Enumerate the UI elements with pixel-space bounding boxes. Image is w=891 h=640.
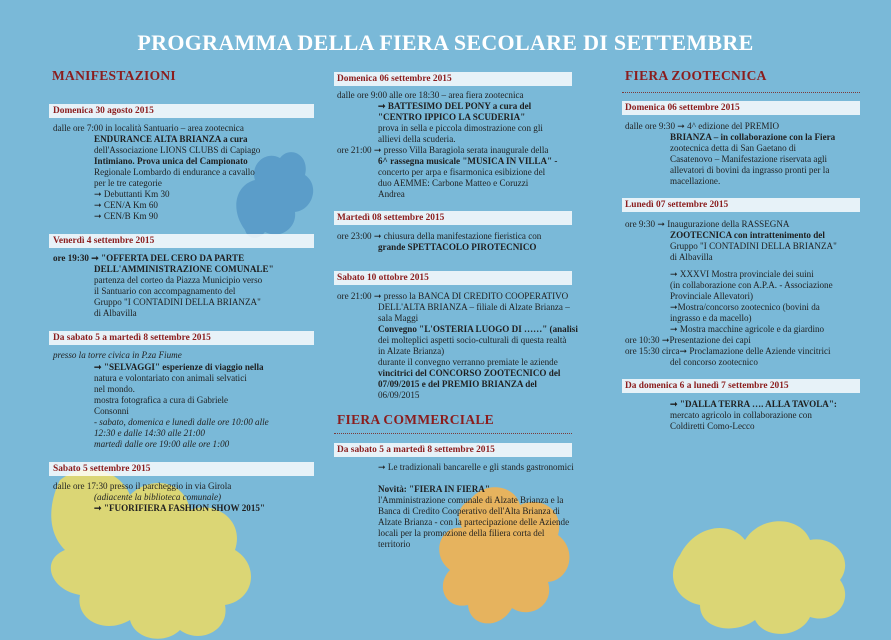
event-text: "CENTRO IPPICO LA SCUDERIA" bbox=[378, 112, 526, 122]
event-text: Coldiretti Como-Lecco bbox=[670, 421, 755, 431]
event-text: 06/09/2015 bbox=[378, 390, 420, 400]
event-text: dalle ore 7:00 in località Santuario – area zootecnica bbox=[53, 123, 244, 133]
event-text: partenza del corteo da Piazza Municipio verso bbox=[94, 275, 263, 285]
event-text: allievi della scuderia. bbox=[378, 134, 456, 144]
event-text: ➞ Mostra macchine agricole e da giardino bbox=[670, 324, 825, 334]
event-text: duo AEMME: Carbone Matteo e Coruzzi bbox=[378, 178, 529, 188]
event-text: ENDURANCE ALTA BRIANZA a cura bbox=[94, 134, 248, 144]
date-header: Da domenica 6 a lunedì 7 settembre 2015 bbox=[625, 381, 789, 391]
event-text: 6^ rassegna musicale "MUSICA IN VILLA" - bbox=[378, 156, 558, 166]
event-text: macellazione. bbox=[670, 176, 721, 186]
event-text: territorio bbox=[378, 539, 411, 549]
event-text: sala Maggi bbox=[378, 313, 419, 323]
event-text: (in collaborazione con A.P.A. - Associazione bbox=[670, 280, 833, 290]
event-text: Andrea bbox=[378, 189, 405, 199]
event-text: ➞ "DALLA TERRA …. ALLA TAVOLA": bbox=[670, 399, 837, 409]
event-text: ➞ "SELVAGGI" esperienze di viaggio nella bbox=[94, 362, 264, 372]
event-text: l'Amministrazione comunale di Alzate Brianza e la bbox=[378, 495, 564, 505]
event-text: mostra fotografica a cura di Gabriele bbox=[94, 395, 229, 405]
event-text: ore 19:30 ➞ "OFFERTA DEL CERO DA PARTE bbox=[53, 253, 245, 263]
event-text: ore 21:00 ➞ presso Villa Baragiola serata inaugurale della bbox=[337, 145, 549, 155]
date-header: Sabato 5 settembre 2015 bbox=[53, 464, 151, 474]
date-header: Venerdì 4 settembre 2015 bbox=[53, 236, 155, 246]
event-text: ore 15:30 circa➞ Proclamazione delle Aziende vincitrici bbox=[625, 346, 831, 356]
event-text: durante il convegno verranno premiate le aziende bbox=[378, 357, 558, 367]
event-text: Gruppo "I CONTADINI DELLA BRIANZA" bbox=[670, 241, 837, 251]
event-text: DELL'AMMINISTRAZIONE COMUNALE" bbox=[94, 264, 274, 274]
event-text: ➞ XXXVI Mostra provinciale dei suini bbox=[670, 269, 814, 279]
event-text: zootecnica detta di San Gaetano di bbox=[670, 143, 796, 153]
date-header: Martedì 08 settembre 2015 bbox=[337, 213, 445, 223]
section-fiera-commerciale: FIERA COMMERCIALE bbox=[337, 412, 494, 427]
event-text: martedì dalle ore 19:00 alle ore 1:00 bbox=[94, 439, 230, 449]
event-text: ➞ BATTESIMO DEL PONY a cura del bbox=[378, 101, 532, 111]
event-text: - sabato, domenica e lunedì dalle ore 10:00 alle bbox=[94, 417, 269, 427]
date-header: Da sabato 5 a martedì 8 settembre 2015 bbox=[337, 445, 495, 455]
event-text: ➞ Debuttanti Km 30 bbox=[94, 189, 170, 199]
event-text: ZOOTECNICA con intrattenimento del bbox=[670, 230, 825, 240]
event-text: di Albavilla bbox=[94, 308, 137, 318]
event-text: per le tre categorie bbox=[94, 178, 162, 188]
event-text: concerto per arpa e fisarmonica esibizione del bbox=[378, 167, 546, 177]
event-text: dell'Associazione LIONS CLUBS di Capiago bbox=[94, 145, 261, 155]
event-text: ore 10:30 ➞Presentazione dei capi bbox=[625, 335, 751, 345]
event-text: ➞ CEN/A Km 60 bbox=[94, 200, 158, 210]
event-text: natura e volontariato con animali selvatici bbox=[94, 373, 247, 383]
date-header: Domenica 06 settembre 2015 bbox=[625, 103, 740, 113]
event-text: nel mondo. bbox=[94, 384, 135, 394]
divider bbox=[622, 92, 860, 93]
event-text: del concorso zootecnico bbox=[670, 357, 758, 367]
event-text: di Albavilla bbox=[670, 252, 713, 262]
event-text: ➞ "FUORIFIERA FASHION SHOW 2015" bbox=[94, 503, 265, 513]
event-text: ➞ CEN/B Km 90 bbox=[94, 211, 158, 221]
date-header: Da sabato 5 a martedì 8 settembre 2015 bbox=[53, 333, 211, 343]
page-title: PROGRAMMA DELLA FIERA SECOLARE DI SETTEMBRE bbox=[137, 30, 754, 55]
event-text: dalle ore 9:00 alle ore 18:30 – area fiera zootecnica bbox=[337, 90, 524, 100]
event-text: DELL'ALTA BRIANZA – filiale di Alzate Brianza – bbox=[378, 302, 570, 312]
event-text: ➞ Le tradizionali bancarelle e gli stands gastronomici bbox=[378, 462, 574, 472]
section-manifestazioni: MANIFESTAZIONI bbox=[52, 68, 176, 83]
event-text: locali per la promozione della filiera corta del bbox=[378, 528, 545, 538]
event-text: dalle ore 17:30 presso il parcheggio in via Girola bbox=[53, 481, 232, 491]
section-fiera-zootecnica: FIERA ZOOTECNICA bbox=[625, 68, 767, 83]
event-text: Regionale Lombardo di endurance a cavallo bbox=[94, 167, 255, 177]
event-text: in Alzate Brianza) bbox=[378, 346, 445, 356]
event-text: Novità: "FIERA IN FIERA" bbox=[378, 484, 490, 494]
event-text: Intimiano. Prova unica del Campionato bbox=[94, 156, 248, 166]
event-text: Alzate Brianza - con la partecipazione delle Aziende bbox=[378, 517, 570, 527]
event-text: prova in sella e piccola dimostrazione con gli bbox=[378, 123, 543, 133]
event-text: vincitrici del CONCORSO ZOOTECNICO del bbox=[378, 368, 561, 378]
event-text: ore 9:30 ➞ Inaugurazione della RASSEGNA bbox=[625, 219, 790, 229]
event-text: 07/09/2015 e del PREMIO BRIANZA del bbox=[378, 379, 537, 389]
event-text: presso la torre civica in P.za Fiume bbox=[53, 350, 182, 360]
event-text: ore 23:00 ➞ chiusura della manifestazione fieristica con bbox=[337, 231, 542, 241]
date-header: Lunedì 07 settembre 2015 bbox=[625, 200, 729, 210]
date-header: Sabato 10 ottobre 2015 bbox=[337, 273, 429, 283]
event-text: ➞Mostra/concorso zootecnico (bovini da bbox=[670, 302, 820, 312]
event-text: Consonni bbox=[94, 406, 129, 416]
yellow-leaf-right-decoration bbox=[660, 495, 860, 638]
event-text: BRIANZA – in collaborazione con la Fiera bbox=[670, 132, 836, 142]
event-text: ingrasso e da macello) bbox=[670, 313, 752, 323]
event-text: mercato agricolo in collaborazione con bbox=[670, 410, 812, 420]
event-text: grande SPETTACOLO PIROTECNICO bbox=[378, 242, 537, 252]
event-text: Casatenovo – Manifestazione riservata agli bbox=[670, 154, 828, 164]
event-text: il Santuario con accompagnamento del bbox=[94, 286, 236, 296]
event-text: Gruppo "I CONTADINI DELLA BRIANZA" bbox=[94, 297, 261, 307]
event-text: allevatori di bovini da ingrasso pronti per la bbox=[670, 165, 830, 175]
event-text: Banca di Credito Cooperativo dell'Alta Brianza di bbox=[378, 506, 560, 516]
event-text: Provinciale Allevatori) bbox=[670, 291, 754, 301]
event-text: dei molteplici aspetti socio-culturali di questa realtà bbox=[378, 335, 567, 345]
event-text: 12:30 e dalle 14:30 alle 21:00 bbox=[94, 428, 205, 438]
date-header: Domenica 30 agosto 2015 bbox=[53, 106, 154, 116]
event-text: ore 21:00 ➞ presso la BANCA DI CREDITO COOPERATIVO bbox=[337, 291, 569, 301]
event-text: Convegno "L'OSTERIA LUOGO DI ……" (analisi bbox=[378, 324, 578, 334]
event-text: dalle ore 9:30 ➞ 4^ edizione del PREMIO bbox=[625, 121, 780, 131]
date-header: Domenica 06 settembre 2015 bbox=[337, 74, 452, 84]
divider bbox=[334, 433, 572, 434]
event-text: (adiacente la biblioteca comunale) bbox=[94, 492, 222, 502]
